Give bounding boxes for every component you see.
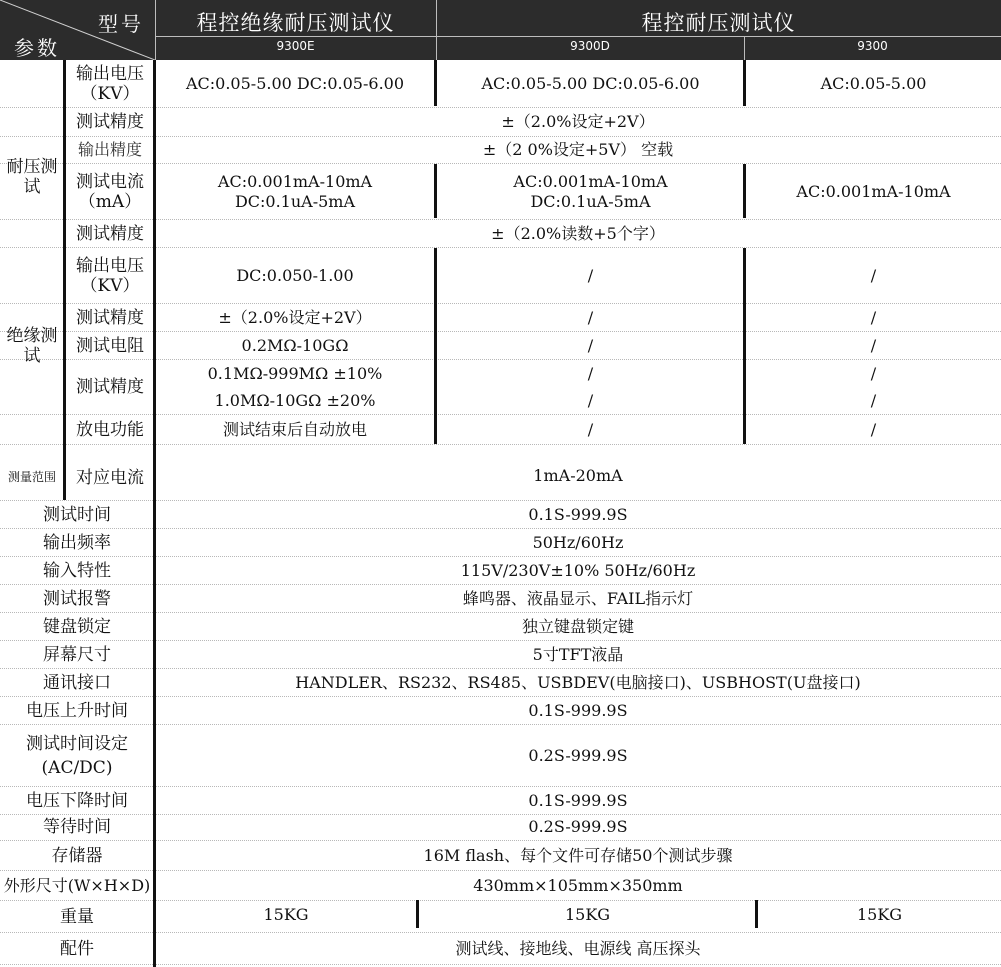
label-i-out-voltage: 输出电压 （KV） xyxy=(76,255,144,296)
i-discharge-e: 测试结束后自动放电 xyxy=(222,419,367,439)
label-out-freq: 输出频率 xyxy=(43,532,111,553)
i-test-acc-e: ±（2.0%设定+2V） xyxy=(218,307,372,327)
screen-size: 5寸TFT液晶 xyxy=(532,644,624,664)
group-a-title: 程控绝缘耐压测试仪 xyxy=(196,11,395,35)
interface: HANDLER、RS232、RS485、USBDEV(电脑接口)、USBHOST(U盘接口) xyxy=(295,672,861,692)
label-key-lock: 键盘锁定 xyxy=(43,616,111,637)
i-res-acc-n2: / xyxy=(870,390,877,410)
label-screen-size: 屏幕尺寸 xyxy=(43,644,111,665)
range-current: 1mA-20mA xyxy=(533,465,623,485)
w-test-current-d: AC:0.001mA-10mA DC:0.1uA-5mA xyxy=(513,171,668,211)
label-w-test-current: 测试电流 （mA） xyxy=(76,171,144,212)
w-test-acc-2: ±（2.0%读数+5个字） xyxy=(491,223,665,243)
w-out-voltage-n: AC:0.05-5.00 xyxy=(820,74,927,93)
param-label: 参数 xyxy=(14,36,60,60)
label-storage: 存储器 xyxy=(51,845,103,866)
w-out-voltage-d: AC:0.05-5.00 DC:0.05-6.00 xyxy=(481,74,700,93)
label-input-char: 输入特性 xyxy=(43,560,111,581)
w-out-acc: ±（2 0%设定+5V） 空载 xyxy=(482,139,674,159)
test-time-set: 0.2S-999.9S xyxy=(528,745,628,765)
i-res-acc-d2: / xyxy=(587,390,594,410)
label-i-discharge: 放电功能 xyxy=(76,419,144,440)
i-discharge-n: / xyxy=(870,419,877,439)
label-accessory: 配件 xyxy=(60,938,94,959)
wait-time: 0.2S-999.9S xyxy=(528,817,628,836)
out-freq: 50Hz/60Hz xyxy=(532,532,624,552)
label-range-current: 对应电流 xyxy=(76,467,144,488)
input-char: 115V/230V±10% 50Hz/60Hz xyxy=(460,560,696,580)
i-test-acc-d: / xyxy=(587,307,594,327)
i-out-voltage-d: / xyxy=(587,265,594,285)
i-out-voltage-n: / xyxy=(870,265,877,285)
row-sep xyxy=(0,964,1001,965)
group-withstand: 耐压测 试 xyxy=(6,157,58,197)
i-res-acc-d1: / xyxy=(587,363,594,383)
weight-n: 15KG xyxy=(856,904,903,924)
label-rise-time: 电压上升时间 xyxy=(26,700,128,721)
alarm: 蜂鸣器、液晶显示、FAIL指示灯 xyxy=(462,588,694,608)
accessory: 测试线、接地线、电源线 高压探头 xyxy=(455,938,701,958)
weight-e: 15KG xyxy=(263,904,309,924)
group-b-title: 程控耐压测试仪 xyxy=(641,11,796,35)
label-test-time: 测试时间 xyxy=(43,504,111,525)
label-i-resistance: 测试电阻 xyxy=(76,335,144,356)
label-interface: 通讯接口 xyxy=(43,672,111,693)
test-time: 0.1S-999.9S xyxy=(528,504,628,524)
weight-d: 15KG xyxy=(564,904,611,924)
i-res-acc-e2: 1.0MΩ-10GΩ ±20% xyxy=(214,390,376,410)
w-test-current-n: AC:0.001mA-10mA xyxy=(796,181,951,201)
label-dimensions: 外形尺寸(W×H×D) xyxy=(3,875,151,895)
model-label: 型号 xyxy=(98,12,144,36)
label-w-out-acc: 输出精度 xyxy=(77,139,142,159)
label-w-test-acc-2: 测试精度 xyxy=(76,223,144,244)
model-9300d: 9300D xyxy=(570,39,610,53)
label-test-time-set: 测试时间设定 (AC/DC) xyxy=(26,733,128,778)
label-i-res-acc: 测试精度 xyxy=(76,377,144,397)
label-alarm: 测试报警 xyxy=(43,588,111,609)
i-discharge-d: / xyxy=(587,419,594,439)
w-out-voltage-e: AC:0.05-5.00 DC:0.05-6.00 xyxy=(185,74,405,93)
storage: 16M flash、每个文件可存储50个测试步骤 xyxy=(423,845,733,865)
dimensions: 430mm×105mm×350mm xyxy=(473,875,683,895)
fall-time: 0.1S-999.9S xyxy=(528,790,628,810)
group-insulation: 绝缘测 试 xyxy=(6,325,58,366)
model-9300: 9300 xyxy=(857,39,888,53)
w-test-acc-1: ±（2.0%设定+2V） xyxy=(501,112,655,131)
label-weight: 重量 xyxy=(60,906,94,927)
label-wait-time: 等待时间 xyxy=(43,817,111,837)
model-9300e: 9300E xyxy=(276,39,315,53)
w-test-current-e: AC:0.001mA-10mA DC:0.1uA-5mA xyxy=(217,171,373,211)
label-w-test-acc-1: 测试精度 xyxy=(76,112,144,132)
rise-time: 0.1S-999.9S xyxy=(528,700,628,720)
i-res-acc-n1: / xyxy=(870,363,877,383)
i-resistance-d: / xyxy=(587,335,594,355)
i-resistance-e: 0.2MΩ-10GΩ xyxy=(241,335,349,355)
i-out-voltage-e: DC:0.050-1.00 xyxy=(236,265,354,285)
i-res-acc-e1: 0.1MΩ-999MΩ ±10% xyxy=(207,363,383,383)
key-lock: 独立键盘锁定键 xyxy=(521,616,634,636)
i-test-acc-n: / xyxy=(870,307,877,327)
label-w-out-voltage: 输出电压 （KV） xyxy=(76,64,144,104)
i-resistance-n: / xyxy=(870,335,877,355)
label-i-test-acc: 测试精度 xyxy=(76,307,144,328)
label-fall-time: 电压下降时间 xyxy=(26,790,128,811)
group-range: 测量范围 xyxy=(7,470,56,484)
